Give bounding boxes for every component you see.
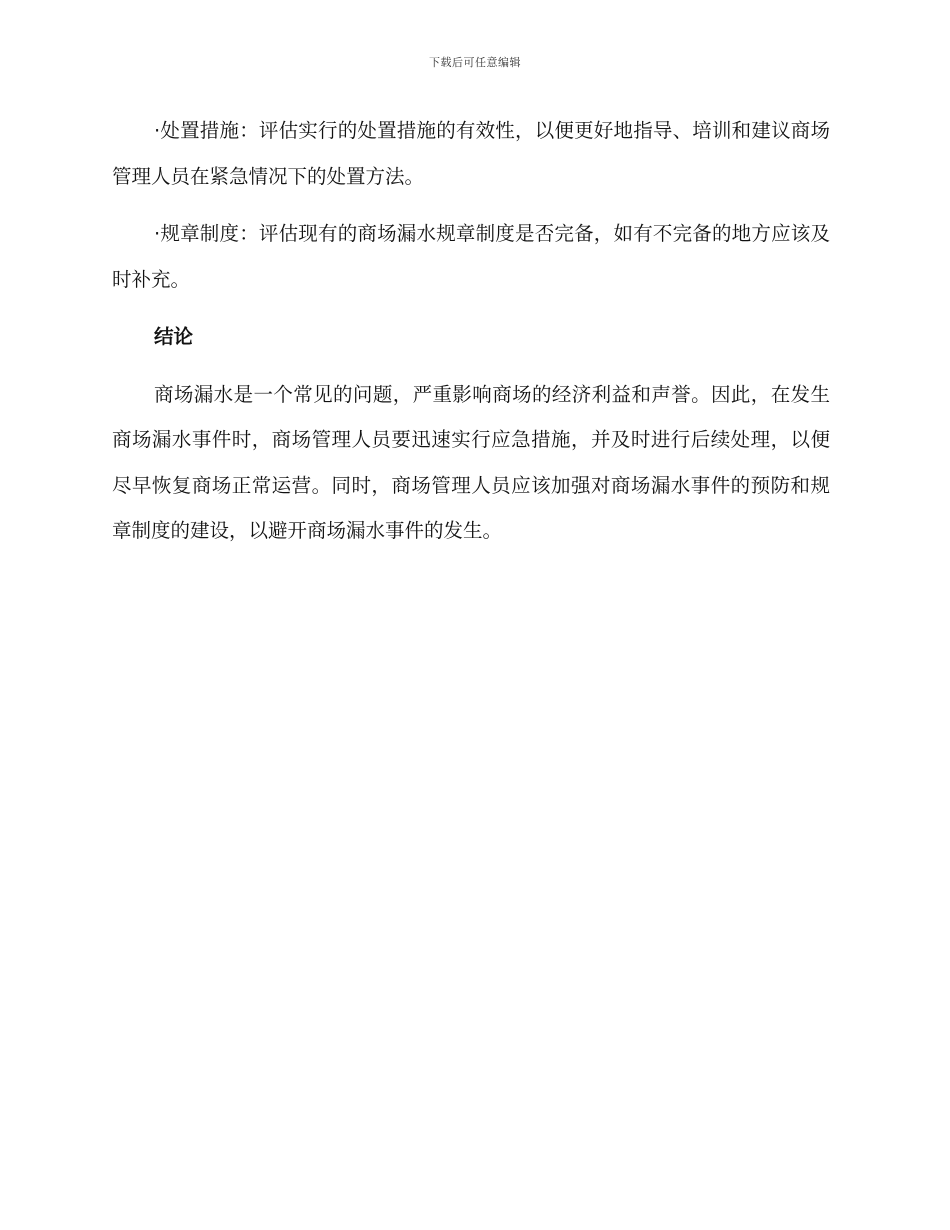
conclusion-paragraph: 商场漏水是一个常见的问题，严重影响商场的经济利益和声誉。因此，在发生商场漏水事件时，商场管理人员要迅速实行应急措施，并及时进行后续处理，以便尽早恢复商场正常运营。同时，商场管理人员应该加强对商场漏水事件的预防和规章制度的建设，以避开商场漏水事件的发生。 bbox=[112, 382, 830, 542]
section-heading-conclusion: 结论 bbox=[154, 325, 194, 348]
bullet-paragraph-disposal bbox=[112, 108, 830, 199]
paragraph-text: 处置措施：评估实行的处置措施的有效性，以便更好地指导、培训和建议商场管理人员在紧急情况下的处置方法。 bbox=[112, 119, 830, 188]
bullet-dot: · bbox=[154, 119, 161, 142]
bullet-dot: · bbox=[154, 222, 161, 245]
bullet-paragraph-regulations bbox=[112, 211, 830, 302]
document-body bbox=[112, 108, 830, 566]
page-header: 下载后可任意编辑 bbox=[429, 56, 521, 69]
paragraph-text: 规章制度：评估现有的商场漏水规章制度是否完备，如有不完备的地方应该及时补充。 bbox=[112, 222, 830, 291]
